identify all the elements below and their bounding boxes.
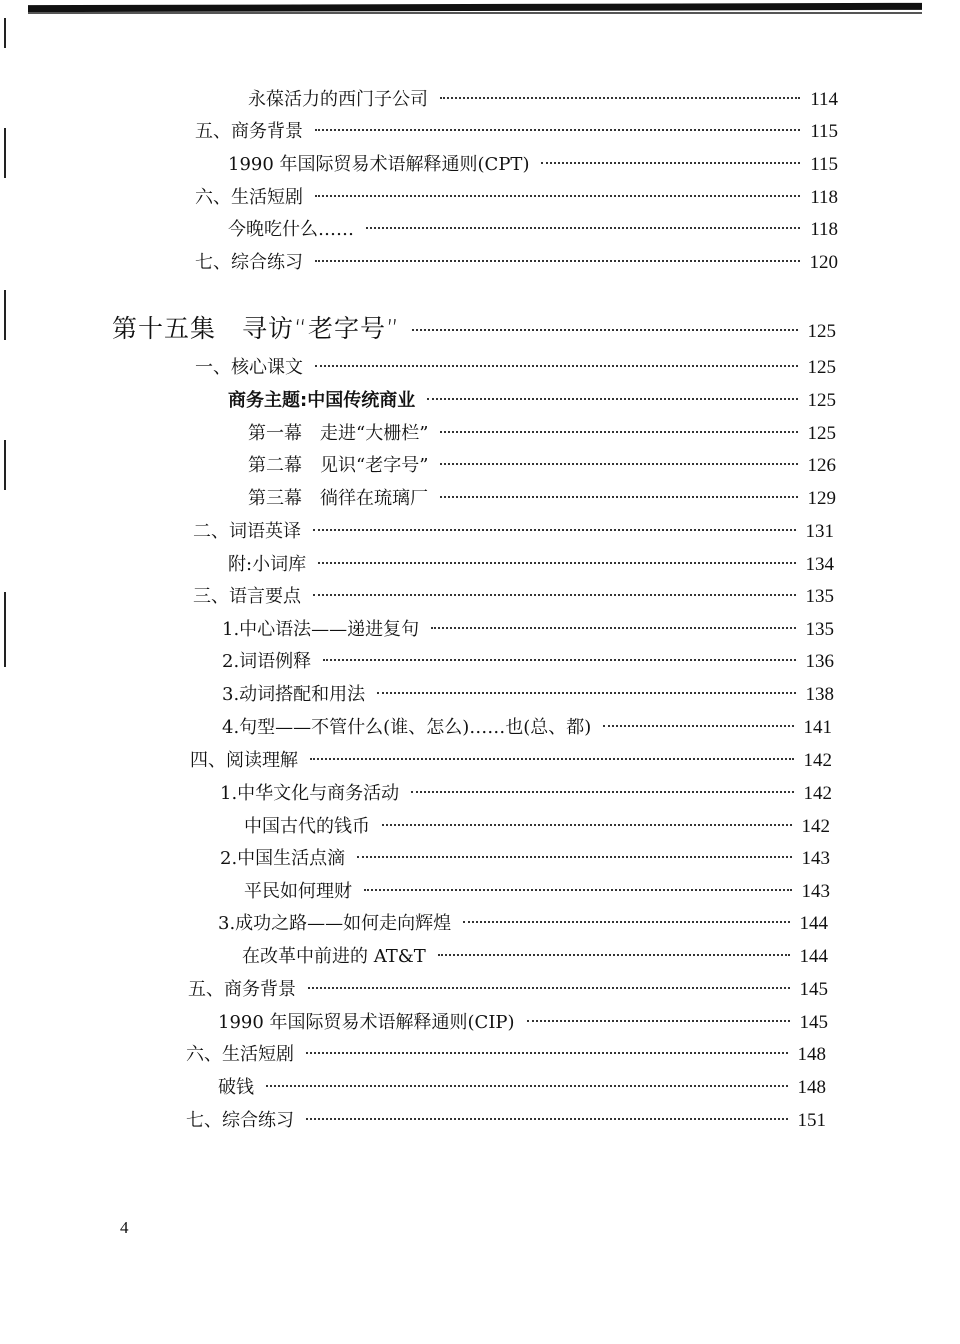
toc-entry — [186, 1107, 826, 1135]
toc-entry-title: 第十五集 寻访“老字号” — [112, 314, 400, 343]
dot-leader — [440, 496, 798, 498]
toc-entry-title: 今晚吃什么…… — [228, 219, 354, 240]
toc-entry-page: 135 — [805, 619, 834, 640]
toc-entry — [228, 551, 834, 579]
toc-entry-title: 2.词语例释 — [222, 651, 312, 672]
toc-entry-title: 五、商务背景 — [195, 121, 303, 142]
toc-entry-page: 118 — [810, 219, 838, 240]
toc-entry-title: 破钱 — [218, 1077, 254, 1098]
toc-entry-page: 115 — [810, 121, 838, 142]
toc-entry-page: 148 — [797, 1077, 826, 1098]
toc-entry-title: 3.动词搭配和用法 — [222, 684, 366, 705]
page-number: 4 — [120, 1218, 129, 1237]
toc-entry — [218, 1074, 826, 1102]
toc-entry — [222, 714, 832, 742]
toc-entry-title: 平民如何理财 — [244, 881, 352, 902]
toc-entry-page: 143 — [801, 881, 830, 902]
toc-entry-page: 125 — [807, 423, 836, 444]
dot-leader — [440, 463, 797, 465]
dot-leader — [440, 431, 797, 433]
toc-entry-title: 4.句型——不管什么(谁、怎么)……也(总、都) — [222, 717, 592, 738]
toc-chapter-entry — [112, 312, 836, 346]
toc-entry-title: 第二幕 见识“老字号” — [248, 455, 429, 476]
toc-entry — [248, 485, 836, 513]
toc-entry-page: 142 — [803, 750, 832, 771]
toc-entry-page: 144 — [799, 946, 828, 967]
dot-leader — [527, 1020, 790, 1022]
toc-entry-page: 144 — [799, 913, 828, 934]
dot-leader — [357, 856, 791, 858]
toc-entry-page: 129 — [807, 488, 836, 509]
toc-entry — [195, 118, 838, 146]
toc-entry-title: 在改革中前进的 AT&T — [242, 946, 426, 967]
toc-entry — [222, 616, 834, 644]
dot-leader — [313, 594, 796, 596]
toc-entry — [222, 648, 834, 676]
toc-entry — [248, 452, 836, 480]
dot-leader — [463, 921, 789, 923]
dot-leader — [431, 627, 795, 629]
top-rule — [28, 3, 922, 12]
dot-leader — [412, 329, 798, 331]
dot-leader — [315, 260, 800, 262]
dot-leader — [382, 824, 792, 826]
toc-entry — [248, 420, 836, 448]
toc-entry — [242, 943, 828, 971]
toc-entry — [193, 518, 834, 546]
toc-entry-title: 一、核心课文 — [195, 357, 303, 378]
toc-entry — [188, 976, 828, 1004]
toc-entry-title: 附:小词库 — [228, 554, 307, 575]
dot-leader — [306, 1118, 788, 1120]
toc-entry-page: 151 — [797, 1110, 826, 1131]
toc-entry-page: 138 — [805, 684, 834, 705]
toc-entry — [244, 878, 830, 906]
toc-entry — [248, 86, 838, 114]
toc-entry-page: 125 — [807, 357, 836, 378]
toc-entry — [228, 216, 838, 244]
scan-edge-mark — [4, 18, 6, 48]
toc-entry-page: 114 — [810, 89, 838, 110]
toc-entry-page: 118 — [810, 187, 838, 208]
dot-leader — [313, 529, 796, 531]
toc-entry — [193, 583, 834, 611]
toc-entry-page: 125 — [807, 390, 836, 411]
toc-entry — [228, 387, 836, 415]
scan-edge-mark — [4, 128, 6, 178]
dot-leader — [318, 562, 795, 564]
toc-entry — [195, 354, 836, 382]
toc-entry-page: 148 — [797, 1044, 826, 1065]
dot-leader — [603, 725, 793, 727]
toc-entry-title: 七、综合练习 — [186, 1110, 294, 1131]
toc-entry — [218, 910, 828, 938]
toc-entry-title: 1990 年国际贸易术语解释通则(CIP) — [218, 1012, 515, 1033]
scan-edge-mark — [4, 592, 6, 667]
toc-entry-title: 1.中华文化与商务活动 — [220, 783, 400, 804]
dot-leader — [266, 1085, 788, 1087]
toc-entry-title: 七、综合练习 — [195, 252, 303, 273]
toc-entry-page: 142 — [801, 816, 830, 837]
toc-entry-title: 第三幕 徜徉在琉璃厂 — [248, 488, 428, 509]
toc-entry-page: 141 — [803, 717, 832, 738]
toc-entry-page: 143 — [801, 848, 830, 869]
toc-entry-title: 三、语言要点 — [193, 586, 301, 607]
dot-leader — [323, 659, 795, 661]
dot-leader — [308, 987, 790, 989]
scan-edge-mark — [4, 290, 6, 340]
dot-leader — [541, 162, 800, 164]
toc-entry-title: 五、商务背景 — [188, 979, 296, 1000]
dot-leader — [411, 791, 793, 793]
toc-entry-page: 136 — [805, 651, 834, 672]
dot-leader — [427, 398, 797, 400]
toc-entry-title: 二、词语英译 — [193, 521, 301, 542]
toc-entry-page: 135 — [805, 586, 834, 607]
toc-entry-title: 中国古代的钱币 — [244, 816, 370, 837]
toc-entry-page: 126 — [807, 455, 836, 476]
toc-entry-title: 四、阅读理解 — [190, 750, 298, 771]
toc-entry-page: 115 — [810, 154, 838, 175]
toc-entry-title: 商务主题:中国传统商业 — [228, 390, 416, 411]
toc-entry — [186, 1041, 826, 1069]
dot-leader — [366, 227, 800, 229]
toc-entry-title: 第一幕 走进“大栅栏” — [248, 423, 429, 444]
toc-entry-page: 120 — [809, 252, 838, 273]
dot-leader — [315, 365, 798, 367]
toc-entry-title: 1990 年国际贸易术语解释通则(CPT) — [228, 154, 530, 175]
toc-entry — [244, 813, 830, 841]
toc-entry-page: 134 — [805, 554, 834, 575]
toc-entry — [220, 780, 832, 808]
toc-entry — [218, 1009, 828, 1037]
toc-entry-page: 142 — [803, 783, 832, 804]
dot-leader — [315, 129, 800, 131]
dot-leader — [315, 195, 800, 197]
toc-entry — [190, 747, 832, 775]
toc-entry-title: 六、生活短剧 — [186, 1044, 294, 1065]
toc-entry-title: 六、生活短剧 — [195, 187, 303, 208]
toc-entry — [228, 151, 838, 179]
toc-entry — [220, 845, 830, 873]
toc-entry — [195, 249, 838, 277]
toc-entry — [222, 681, 834, 709]
toc-entry-title: 1.中心语法——递进复句 — [222, 619, 420, 640]
top-rule-shadow — [28, 12, 922, 14]
dot-leader — [377, 692, 795, 694]
scan-edge-mark — [4, 440, 6, 490]
toc-entry-page: 145 — [799, 979, 828, 1000]
toc-entry-page: 145 — [799, 1012, 828, 1033]
toc-entry — [195, 184, 838, 212]
toc-entry-title: 3.成功之路——如何走向辉煌 — [218, 913, 452, 934]
dot-leader — [438, 954, 790, 956]
toc-entry-page: 131 — [805, 521, 834, 542]
toc-entry-title: 永葆活力的西门子公司 — [248, 89, 428, 110]
dot-leader — [306, 1052, 788, 1054]
dot-leader — [310, 758, 794, 760]
toc-entry-page: 125 — [807, 321, 836, 342]
dot-leader — [440, 97, 800, 99]
toc-entry-title: 2.中国生活点滴 — [220, 848, 346, 869]
dot-leader — [364, 889, 792, 891]
